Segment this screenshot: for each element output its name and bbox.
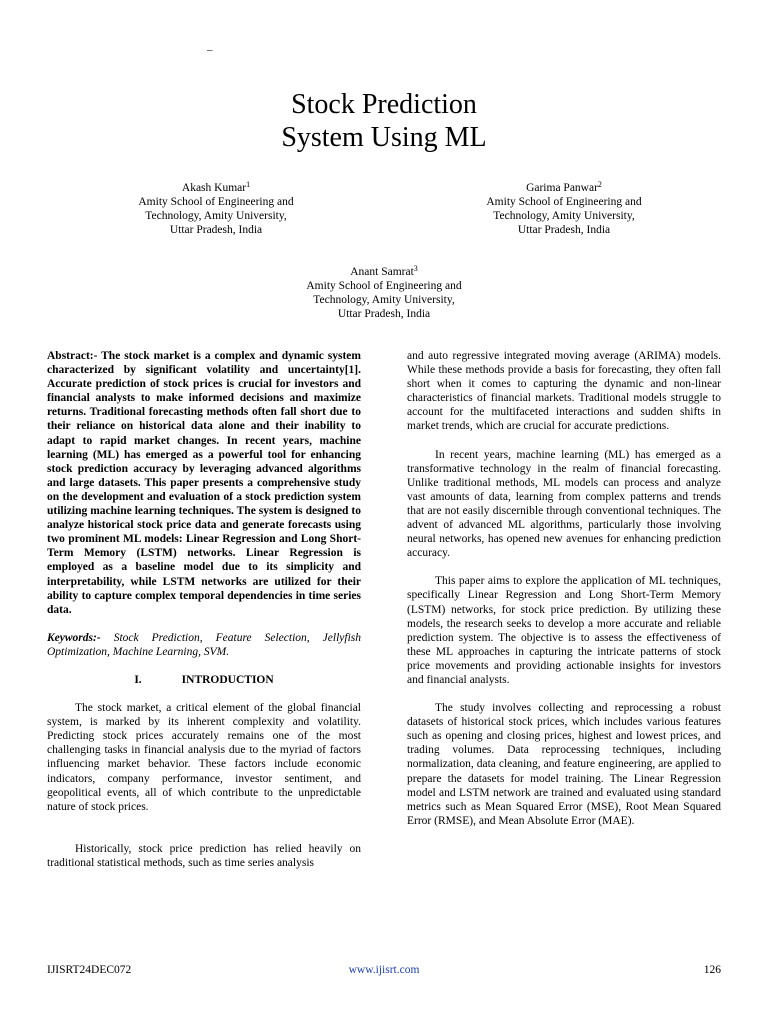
author-affiliation: Amity School of Engineering and xyxy=(306,280,462,292)
keywords-paragraph xyxy=(47,631,361,659)
author-name: Akash Kumar xyxy=(181,182,247,194)
author-affiliation: Technology, Amity University, xyxy=(313,294,455,306)
section-number: I. xyxy=(134,673,142,686)
body-paragraph: In recent years, machine learning (ML) has emerged as a transformative technology in the realm of financial forecasting. Unlike traditional methods, ML models can process and analyze vast amounts of data, learning from complex patterns and trends that are not easily discernible through conventional techniques. The advent of advanced ML algorithms, particularly those involving neural networks, has opened new avenues for enhancing prediction accuracy. xyxy=(407,448,721,560)
header-dash: – xyxy=(207,44,213,56)
body-paragraph: Historically, stock price prediction has relied heavily on traditional statistical methods, such as time series analysis xyxy=(47,842,361,869)
author-affiliation: Technology, Amity University, xyxy=(145,210,287,222)
section-heading xyxy=(47,673,361,687)
left-column xyxy=(47,349,361,870)
body-paragraph: This paper aims to explore the application of ML techniques, specifically Linear Regression and Long Short-Term Memory (LSTM) networks, for stock price prediction. By utilizing these models, the research seeks to develop a more accurate and reliable prediction system. The objective is to assess the effectiveness of these ML approaches in capturing the intricate patterns of stock price movements and providing actionable insights for investors and financial analysts. xyxy=(407,575,721,686)
body-paragraph: and auto regressive integrated moving average (ARIMA) models. While these methods provide a basis for forecasting, they often fall short when it comes to capturing the dynamic and non-linear characteristics of financial markets. Traditional models struggle to account for the multifaceted interactions and sudden shifts in market trends, which are crucial for accurate predictions. xyxy=(407,350,721,433)
author-affiliation: Technology, Amity University, xyxy=(493,210,635,222)
keywords-label: Keywords:- xyxy=(47,631,101,644)
author-affiliation: Uttar Pradesh, India xyxy=(517,224,611,236)
title-line-1: Stock Prediction xyxy=(291,89,477,120)
title-line-2: System Using ML xyxy=(281,122,487,153)
author-affiliation: Uttar Pradesh, India xyxy=(337,308,431,320)
body-paragraph: The study involves collecting and reprocessing a robust datasets of historical stock prices, which includes various features such as opening and closing prices, highest and lowest prices, and trading volumes. Data reprocessing techniques, including normalization, data cleaning, and feature engineering, are applied to prepare the datasets for model training. The Linear Regression model and LSTM network are trained and evaluated using standard metrics such as Mean Squared Error (MSE), Root Mean Squared Error (RMSE), and Mean Absolute Error (MAE). xyxy=(407,702,721,827)
author-superscript: 3 xyxy=(413,264,418,273)
author-block-1 xyxy=(86,181,346,237)
abstract-paragraph: Abstract:- The stock market is a complex and dynamic system characterized by significant volatility and uncertainty[1]. Accurate prediction of stock prices is crucial for investors and financial analysts to make informed decisions and maximize returns. Traditional forecasting methods often fall short due to their reliance on historical data alone and their inability to adapt to rapid market changes. In recent years, machine learning (ML) has emerged as a powerful tool for enhancing stock prediction accuracy by leveraging advanced algorithms and large datasets. This paper presents a comprehensive study on the development and evaluation of a stock prediction system utilizing machine learning techniques. The system is designed to analyze historical stock price data and generate forecasts using two prominent ML models: Linear Regression and Long Short-Term Memory (LSTM) networks. Linear Regression is employed as a baseline model due to its simplicity and interpretability, while LSTM networks are utilized for their ability to capture complex temporal dependencies in time series data. xyxy=(47,350,361,616)
footer-page-number: 126 xyxy=(703,964,721,976)
section-title: INTRODUCTION xyxy=(181,673,274,686)
author-affiliation: Uttar Pradesh, India xyxy=(169,224,263,236)
footer-paper-id: IJISRT24DEC072 xyxy=(47,964,132,976)
keywords-text: Stock Prediction, Feature Selection, Jellyfish Optimization, Machine Learning, SVM. xyxy=(47,631,361,658)
body-paragraph: The stock market, a critical element of the global financial system, is marked by its inherent complexity and volatility. Predicting stock prices accurately remains one of the most challenging tasks in financial analysis due to the myriad of factors influencing market behavior. These factors include economic indicators, company performance, investor sentiment, and geopolitical events, all of which contribute to the unpredictable nature of stock prices. xyxy=(47,702,361,813)
author-block-2 xyxy=(434,181,694,237)
author-affiliation: Amity School of Engineering and xyxy=(486,196,642,208)
footer-website-link[interactable]: www.ijisrt.com xyxy=(348,964,420,976)
author-affiliation: Amity School of Engineering and xyxy=(138,196,294,208)
author-name: Anant Samrat xyxy=(350,266,414,278)
right-column xyxy=(407,349,721,828)
paper-title xyxy=(0,88,768,154)
author-superscript: 2 xyxy=(597,180,602,189)
author-superscript: 1 xyxy=(246,180,251,189)
author-block-3 xyxy=(254,265,514,321)
author-name: Garima Panwar xyxy=(526,182,598,194)
